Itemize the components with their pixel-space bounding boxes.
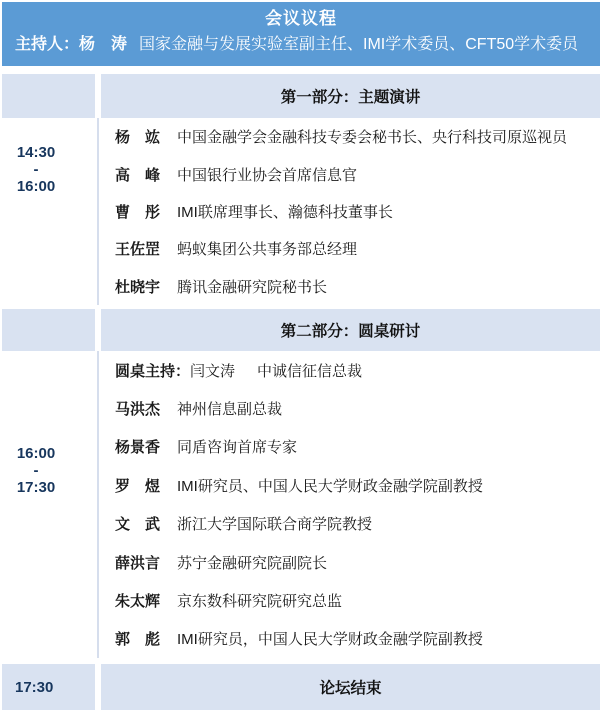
speaker-name: 闫文涛 [190, 362, 236, 380]
speaker-title: 浙江大学国际联合商学院教授 [177, 516, 373, 534]
speaker-row [101, 230, 600, 267]
speaker-list [101, 351, 600, 658]
moderator-name: 杨 涛 [79, 36, 128, 53]
speaker-name: 曹 彤 [115, 203, 161, 221]
speaker-row [101, 118, 600, 155]
speaker-title: 腾讯金融研究院秘书长 [177, 278, 328, 296]
time-separator: - [33, 161, 39, 178]
moderator-label: 主持人： [15, 36, 80, 53]
speaker-row [101, 466, 600, 504]
section-2-band-row [2, 309, 600, 351]
speaker-name: 高 峰 [115, 166, 161, 184]
speaker-title: 神州信息副总裁 [177, 401, 283, 419]
speaker-title: IMI研究员、中国人民大学财政金融学院副教授 [177, 477, 483, 495]
speaker-title: 中国银行业协会首席信息官 [177, 166, 358, 184]
agenda-header [2, 2, 600, 66]
roundtable-host-label: 圆桌主持： [115, 362, 191, 380]
speaker-title: 蚂蚁集团公共事务部总经理 [177, 241, 358, 259]
moderator-line [2, 29, 600, 55]
time-range [13, 144, 59, 195]
speaker-row [101, 389, 600, 427]
agenda-sections [2, 74, 600, 658]
section-1-band-row [2, 74, 600, 118]
speaker-name: 罗 煜 [115, 477, 161, 495]
speaker-row [101, 505, 600, 543]
speaker-title: 苏宁金融研究院副院长 [177, 554, 328, 572]
agenda-title: 会议议程 [265, 9, 337, 28]
speaker-row [101, 268, 600, 305]
speaker-title: 同盾咨询首席专家 [177, 439, 298, 457]
speaker-name: 郭 彪 [115, 631, 161, 649]
agenda-table [2, 74, 600, 710]
speaker-name: 朱太辉 [115, 593, 161, 611]
section-1-title: 第一部分：主题演讲 [101, 74, 600, 118]
time-separator: - [33, 462, 39, 479]
section-2-time-cell [2, 351, 95, 658]
speaker-row [101, 581, 600, 619]
section-1-time-cell [2, 118, 95, 305]
section-2-content-row [2, 351, 600, 658]
speaker-name: 文 武 [115, 516, 161, 534]
time-end: 17:30 [16, 479, 56, 496]
speaker-title: IMI联席理事长、瀚德科技董事长 [177, 203, 393, 221]
speaker-row [101, 428, 600, 466]
speaker-title: IMI研究员，中国人民大学财政金融学院副教授 [177, 631, 483, 649]
speaker-row [101, 620, 600, 658]
speaker-row [101, 351, 600, 389]
speaker-list [101, 118, 600, 305]
column-divider-line [97, 118, 99, 305]
speaker-name: 马洪杰 [115, 401, 161, 419]
time-start: 16:00 [16, 445, 56, 462]
time-start: 14:30 [16, 144, 56, 161]
column-divider-line [97, 351, 99, 658]
time-range [13, 445, 59, 496]
footer-label: 论坛结束 [101, 664, 600, 710]
speaker-row [101, 155, 600, 192]
speaker-name: 杨景香 [115, 439, 161, 457]
footer-time: 17:30 [2, 664, 95, 710]
speaker-title: 中国金融学会金融科技专委会秘书长、央行科技司原巡视员 [177, 129, 568, 147]
speaker-name: 杨 竑 [115, 129, 161, 147]
moderator-title: 国家金融与发展实验室副主任、IMI学术委员、CFT50学术委员 [139, 36, 579, 53]
speaker-row [101, 543, 600, 581]
speaker-name: 薛洪言 [115, 554, 161, 572]
section-1-band-left-cell [2, 74, 95, 118]
section-2-band-left-cell [2, 309, 95, 351]
time-end: 16:00 [16, 178, 56, 195]
speaker-name: 王佐罡 [115, 241, 161, 259]
speaker-row [101, 193, 600, 230]
speaker-title: 京东数科研究院研究总监 [177, 593, 343, 611]
speaker-name: 杜晓宇 [115, 278, 161, 296]
section-1-content-row [2, 118, 600, 305]
speaker-title: 中诚信征信总裁 [257, 362, 363, 380]
section-2-title: 第二部分：圆桌研讨 [101, 309, 600, 351]
footer-row [2, 664, 600, 710]
